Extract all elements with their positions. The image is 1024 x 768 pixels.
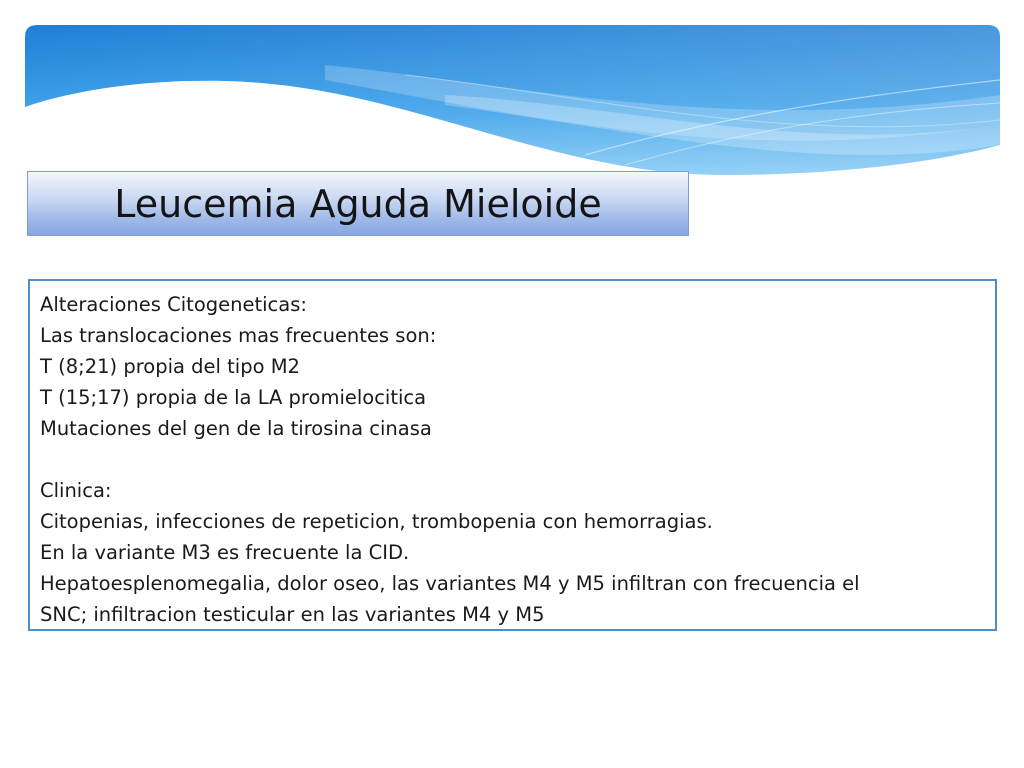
title-box xyxy=(27,171,689,236)
cytogenetics-line: T (8;21) propia del tipo M2 xyxy=(40,355,300,378)
cytogenetics-heading: Alteraciones Citogeneticas: xyxy=(40,293,307,316)
clinical-heading: Clinica: xyxy=(40,479,112,502)
clinical-line: Hepatoesplenomegalia, dolor oseo, las variantes M4 y M5 infiltran con frecuencia el xyxy=(40,572,860,595)
clinical-line: En la variante M3 es frecuente la CID. xyxy=(40,541,410,564)
slide-title: Leucemia Aguda Mieloide xyxy=(114,181,602,226)
header-banner xyxy=(25,25,1000,185)
cytogenetics-line: T (15;17) propia de la LA promielocitica xyxy=(40,386,427,409)
clinical-line: Citopenias, infecciones de repeticion, trombopenia con hemorragias. xyxy=(40,510,713,533)
blank-line xyxy=(40,444,985,475)
cytogenetics-line: Las translocaciones mas frecuentes son: xyxy=(40,324,437,347)
content-box xyxy=(28,279,997,631)
cytogenetics-line: Mutaciones del gen de la tirosina cinasa xyxy=(40,417,432,440)
clinical-line: SNC; infiltracion testicular en las variantes M4 y M5 xyxy=(40,603,545,626)
